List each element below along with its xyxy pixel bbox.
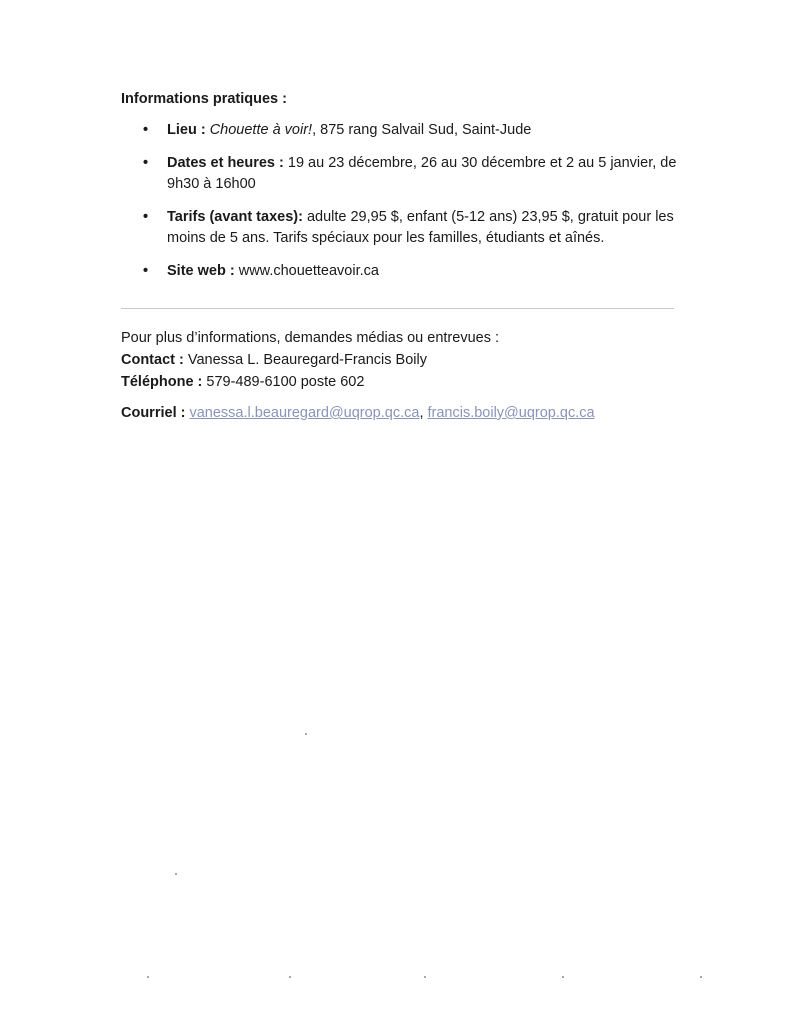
bullet-icon: • [143,209,149,225]
bullet-icon: • [143,263,149,279]
website-value[interactable]: www.chouetteavoir.ca [234,263,379,279]
dates-label: Dates et heures : [167,155,284,171]
email-link-2[interactable]: francis.boily@uqrop.qc.ca [427,405,595,421]
list-item-website [121,261,681,282]
prices-label: Tarifs (avant taxes): [167,209,303,225]
bullet-icon: • [143,122,149,138]
contact-person-line [121,349,701,371]
scan-speck [147,976,149,978]
scan-speck [700,976,702,978]
email-label: Courriel : [121,405,186,421]
contact-intro: Pour plus d’informations, demandes médias ou entrevues : [121,330,500,346]
scan-speck [289,976,291,978]
venue-label: Lieu : [167,122,206,138]
list-item-venue [121,120,681,141]
venue-address: , 875 rang Salvail Sud, Saint-Jude [312,122,532,138]
list-item-prices [121,207,681,249]
contact-block [121,327,701,424]
venue-name: Chouette à voir! [209,122,313,138]
contact-value: Vanessa L. Beauregard-Francis Boily [183,352,427,368]
scan-speck [305,733,307,735]
prices-value: adulte 29,95 $, enfant (5-12 ans) 23,95 $, gratuit pour les moins de 5 ans. Tarifs spéciaux pour les familles, étudiants et aînés. [167,209,674,246]
scan-speck [175,873,177,875]
phone-value: 579-489-6100 poste 602 [202,374,365,390]
website-label: Site web : [167,263,235,279]
section-divider [121,308,674,309]
email-link-1[interactable]: vanessa.l.beauregard@uqrop.qc.ca [189,405,420,421]
bullet-icon: • [143,155,149,171]
contact-label: Contact : [121,352,184,368]
phone-label: Téléphone : [121,374,203,390]
email-separator: , [419,405,428,421]
section-heading: Informations pratiques : [121,91,287,107]
dates-value: 19 au 23 décembre, 26 au 30 décembre et 2 au 5 janvier, de 9h30 à 16h00 [167,155,677,192]
scan-speck [424,976,426,978]
list-item-dates [121,153,681,195]
practical-info-list [121,120,681,294]
phone-line [121,371,701,393]
email-line [121,402,701,424]
scan-speck [562,976,564,978]
